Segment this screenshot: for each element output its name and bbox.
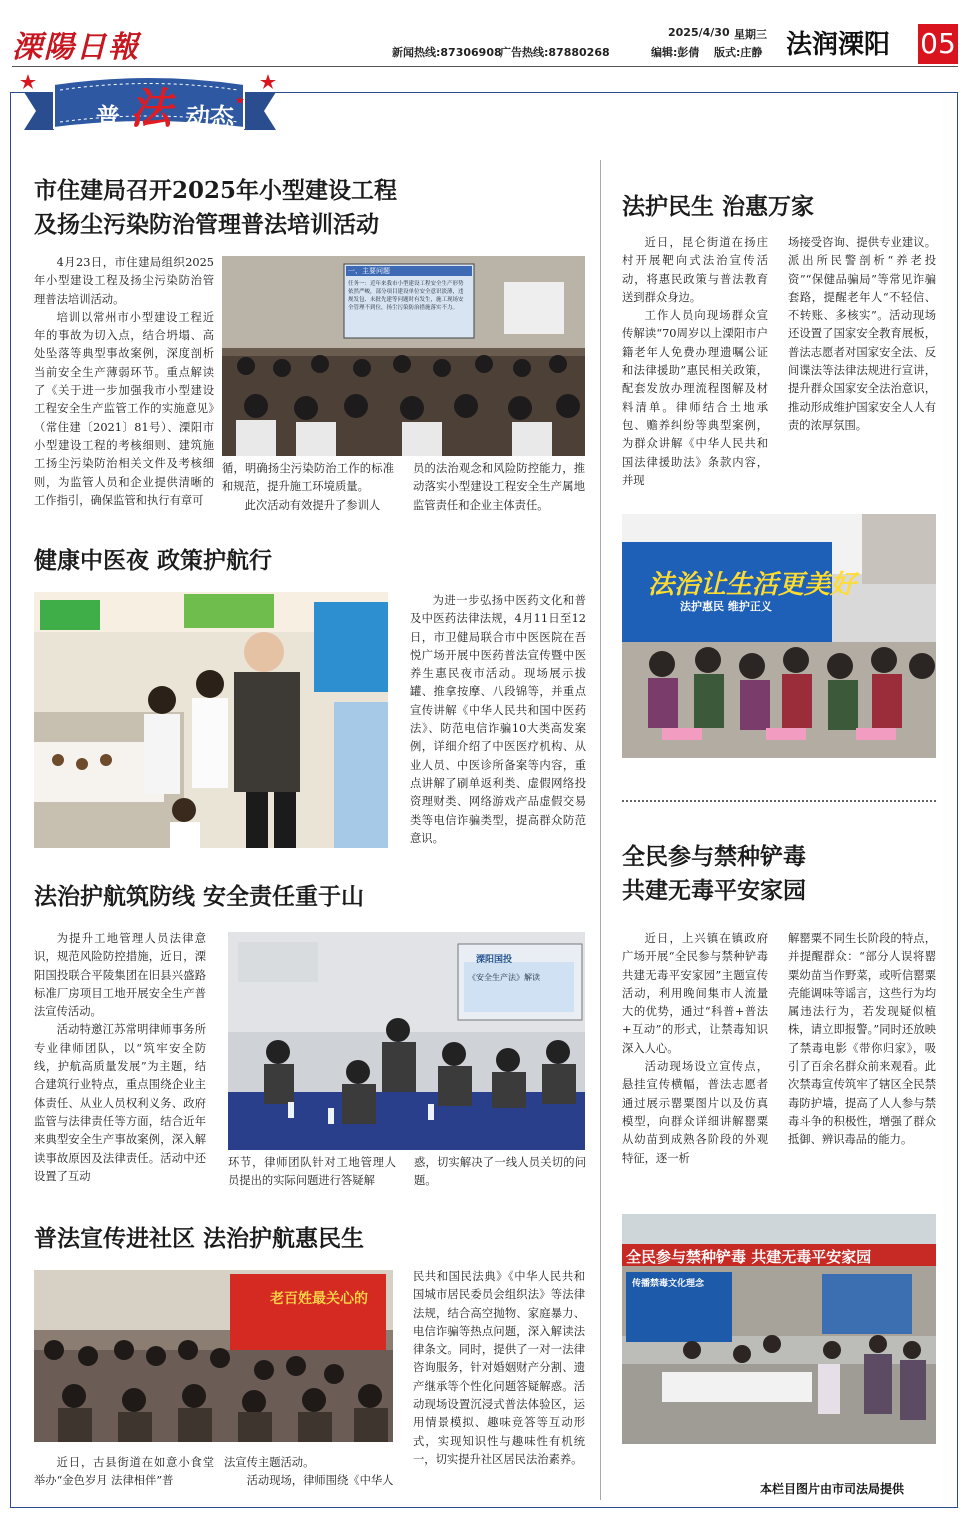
photo-credit: 本栏目图片由市司法局提供 bbox=[760, 1482, 905, 1496]
article-2-photo bbox=[622, 514, 936, 758]
article-1-text-col2: 循，明确扬尘污染防治工作的标准和规范，提升施工环境质量。 此次活动有效提升了参训人 bbox=[222, 462, 394, 512]
article-4-text: 为提升工地管理人员法律意识，规范风险防控措施，近日，溧阳国投联合平陵集团在旧县兴盛路标准厂房项目工地开展安全生产普法宣传活动。 活动特邀江苏常明律师事务所专业律师团队，以“筑牢安全防线，护航高质量发展”为主题，结合建筑行业特点，重点围绕企业主体责任、从业人员权利义务、政府监管与法律责任等方面，结合近年来典型安全生产事故案例，深入解读事故原因及法律责任。活动中还设置了互动 bbox=[34, 932, 206, 1183]
masthead-rule bbox=[12, 66, 958, 67]
article-2-title: 法护民生 治惠万家 bbox=[622, 193, 815, 220]
article-1-title: 市住建局召开2025年小型建设工程 及扬尘污染防治管理普法培训活动 bbox=[34, 177, 398, 238]
article-3-photo bbox=[34, 592, 388, 848]
article-6-title: 普法宣传进社区 法治护航惠民生 bbox=[34, 1225, 365, 1252]
screen-heading: 一、主要问题 bbox=[348, 267, 390, 275]
screen-text: 任务一：近年来我市小型建设工程安全生产形势依然严峻，部分项目建设单位安全意识淡薄，违规发包、未批先建等问题时有发生，施工现场安全管理不到位，扬尘污染防治措施落实不力。 bbox=[348, 281, 464, 311]
article-1-text-col3: 员的法治观念和风险防控能力，推动落实小型建设工程安全生产属地监管责任和企业主体责任。 bbox=[413, 462, 585, 512]
article-6-text-col3: 民共和国民法典》《中华人民共和国城市居民委员会组织法》等法律法规，结合高空抛物、家庭暴力、电信诈骗等热点问题，深入解读法律条文。同时，提供了一对一法律咨询服务，针对婚姻财产分割、遗产继承等个性化问题答疑解惑。活动现场设置沉浸式普法体验区，运用情景模拟、趣味竞答等互动形式，实现知识性与趣味性有机统一，切实提升社区居民法治素养。 bbox=[413, 1270, 585, 1466]
photo-banner-text: 法治让生活更美好 bbox=[648, 570, 857, 600]
article-2-text: 近日，昆仑街道在扬庄村开展靶向式法治宣传活动，将惠民政策与普法教育送到群众身边。 工作人员向现场群众宣传解读“70周岁以上溧阳市户籍老年人免费办理遗嘱公证和法律援助”惠民相关政策，配套发放办理流程图解及材料清单。律师结合土地承包、赡养纠纷等典型案例，为群众讲解《中华人民共和国法律援助法》条款内容，并现 bbox=[622, 236, 768, 487]
banner-text-2: 法 bbox=[130, 84, 173, 133]
section-banner bbox=[14, 70, 284, 140]
page-number: 05 bbox=[918, 24, 958, 64]
article-3-title: 健康中医夜 政策护航行 bbox=[34, 547, 273, 574]
screen-logo: 溧阳国投 bbox=[476, 955, 513, 965]
dotted-divider bbox=[622, 800, 936, 802]
screen-text: 老百姓最关心的 bbox=[270, 1291, 368, 1307]
article-1-text: 4月23日，市住建局组织2025年小型建设工程及扬尘污染防治管理普法培训活动。 培训以常州市小型建设工程近年的事故为切入点，结合坍塌、高处坠落等典型事故案例，深度剖析当前安全生产薄弱环节。重点解读了《关于进一步加强我市小型建设工程安全生产监管工作的实施意见》（常住建〔2021〕81号）、溧阳市小型建设工程的考核细则、建筑施工扬尘污染防治相关文件及考核细则，为监管人员和企业提供清晰的工作指引，确保监管和执行有章可 bbox=[34, 256, 214, 507]
ad-hotline: 广告热线:87880268 bbox=[500, 46, 610, 59]
article-6-photo bbox=[34, 1270, 393, 1442]
photo-board-text: 传播禁毒文化理念 bbox=[632, 1279, 705, 1289]
article-4-text-col3: 惑，切实解决了一线人员关切的问题。 bbox=[414, 1156, 586, 1188]
article-4-photo bbox=[228, 932, 585, 1150]
article-3-text: 为进一步弘扬中医药文化和普及中医药法律法规，4月11日至12日，市卫健局联合市中医医院在吾悦广场开展中医药普法宣传暨中医养生惠民夜市活动。现场展示拔罐、推拿按摩、八段锦等，并重点宣传讲解《中华人民共和国中医药法》、防范电信诈骗10大类高发案例，详细介绍了中医医疗机构、从业人员、中医诊所备案等内容，重点讲解了刷单返利类、虚假网络投资理财类、网络游戏产品虚假交易类等电信诈骗类型，提高群众防范意识。 bbox=[410, 594, 586, 845]
article-6-text: 近日，古县街道在如意小食堂举办“金色岁月 法律相伴”普 bbox=[34, 1456, 214, 1488]
article-5-text-col2: 解罂粟不同生长阶段的特点，并提醒群众：“部分人误将罂粟幼苗当作野菜，或听信罂粟壳能调味等谣言，这些行为均属违法行为，若发现疑似植株，请立即报警。”同时还放映了禁毒电影《带你归家》，吸引了百余名群众前来观看。此次禁毒宣传筑牢了辖区全民禁毒防护墙，提高了人人参与禁毒斗争的积极性，增强了群众抵御、辨识毒品的能力。 bbox=[788, 932, 936, 1147]
news-hotline: 新闻热线:87306908 bbox=[392, 46, 502, 59]
article-6-text-col2: 法宣传主题活动。 活动现场，律师围绕《中华人 bbox=[224, 1456, 394, 1488]
editor-credit: 编辑:彭倩 bbox=[651, 46, 700, 59]
column-divider bbox=[600, 160, 601, 1500]
article-5-title: 全民参与禁种铲毒 共建无毒平安家园 bbox=[622, 843, 806, 904]
photo-banner-text: 全民参与禁种铲毒 共建无毒平安家园 bbox=[626, 1248, 872, 1266]
screen-text: 《安全生产法》解读 bbox=[468, 973, 540, 982]
photo-banner-subtext: 法护惠民 维护正义 bbox=[680, 600, 772, 613]
section-name: 法润溧阳 bbox=[786, 30, 891, 60]
issue-date: 2025/4/30 bbox=[668, 26, 730, 39]
article-4-text-col2: 环节，律师团队针对工地管理人员提出的实际问题进行答疑解 bbox=[228, 1156, 396, 1188]
banner-text-3: 动态 bbox=[186, 102, 234, 131]
newspaper-logo: 溧陽日報 bbox=[12, 30, 140, 65]
article-4-title: 法治护航筑防线 安全责任重于山 bbox=[34, 883, 365, 910]
article-2-text-col2: 场接受咨询、提供专业建议。派出所民警剖析“养老投资”“保健品骗局”等常见诈骗套路，提醒老年人“不轻信、不转账、多核实”。活动现场还设置了国家安全教育展板，普法志愿者对国家安全法、反间谍法等法律法规进行宣讲，提升群众国家安全法治意识，推动形成维护国家安全人人有责的浓厚氛围。 bbox=[788, 236, 936, 432]
article-5-photo bbox=[622, 1214, 936, 1444]
article-1-photo bbox=[222, 256, 585, 456]
article-5-text: 近日，上兴镇在镇政府广场开展“全民参与禁种铲毒 共建无毒平安家园”主题宣传活动，利用晚间集市人流量大的优势，通过“科普+普法+互动”的形式，让禁毒知识深入人心。 活动现场设立宣传点，悬挂宣传横幅，普法志愿者通过展示罂粟图片以及仿真模型，向群众详细讲解罂粟从幼苗到成熟各阶段的外观特征，逐一析 bbox=[622, 932, 768, 1165]
layout-credit: 版式:庄静 bbox=[714, 46, 763, 59]
banner-text-1: 普 bbox=[96, 102, 120, 131]
issue-weekday: 星期三 bbox=[734, 28, 767, 41]
